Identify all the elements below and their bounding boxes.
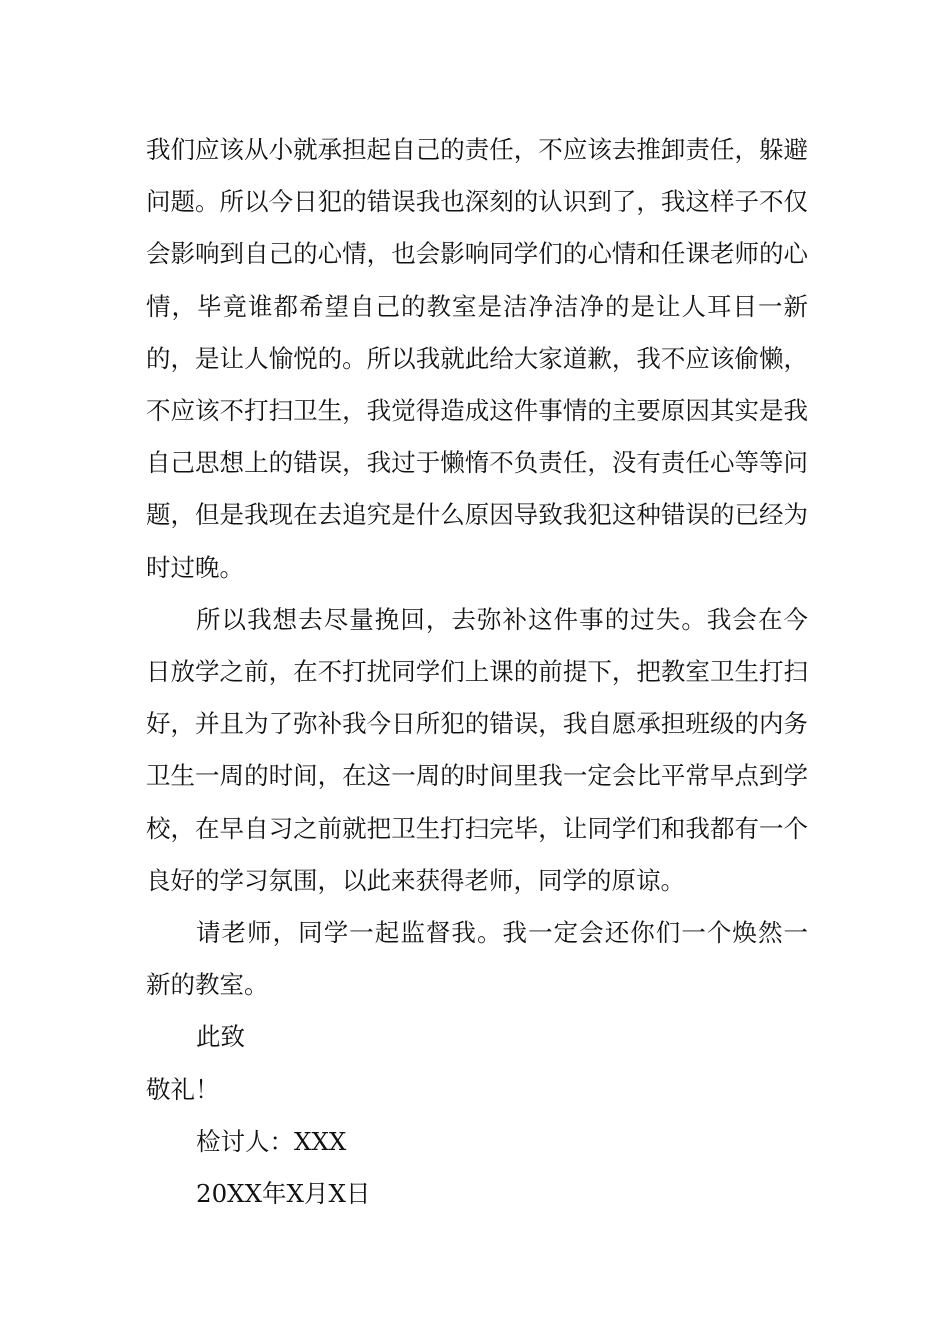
closing-phrase: 此致 (196, 1022, 245, 1052)
signer-name: 检讨人：XXX (196, 1126, 347, 1156)
paragraph-1: 我们应该从小就承担起自己的责任，不应该去推卸责任，躲避问题。所以今日犯的错误我也深刻的认识到了，我这样子不仅会影响到自己的心情，也会影响同学们的心情和任课老师的心情，毕竟谁都希望自己的教室是洁净洁净的是让人耳目一新的，是让人愉悦的。所以我就此给大家道歉，我不应该偷懒，不应该不打扫卫生，我觉得造成这件事情的主要原因其实是我自己思想上的错误，我过于懒惰不负责任，没有责任心等等问题，但是我现在去追究是什么原因导致我犯这种错误的已经为时过晚。 (146, 135, 808, 582)
letter-body (146, 124, 808, 1220)
paragraph-2: 所以我想去尽量挽回，去弥补这件事的过失。我会在今日放学之前，在不打扰同学们上课的前提下，把教室卫生打扫好，并且为了弥补我今日所犯的错误，我自愿承担班级的内务卫生一周的时间，在这一周的时间里我一定会比平常早点到学校，在早自习之前就把卫生打扫完毕，让同学们和我都有一个良好的学习氛围，以此来获得老师，同学的原谅。 (146, 604, 808, 895)
signature-date: 20XX年X月X日 (196, 1179, 371, 1209)
paragraph-3: 请老师，同学一起监督我。我一定会还你们一个焕然一新的教室。 (146, 918, 808, 1000)
salutation: 敬礼！ (146, 1074, 220, 1104)
